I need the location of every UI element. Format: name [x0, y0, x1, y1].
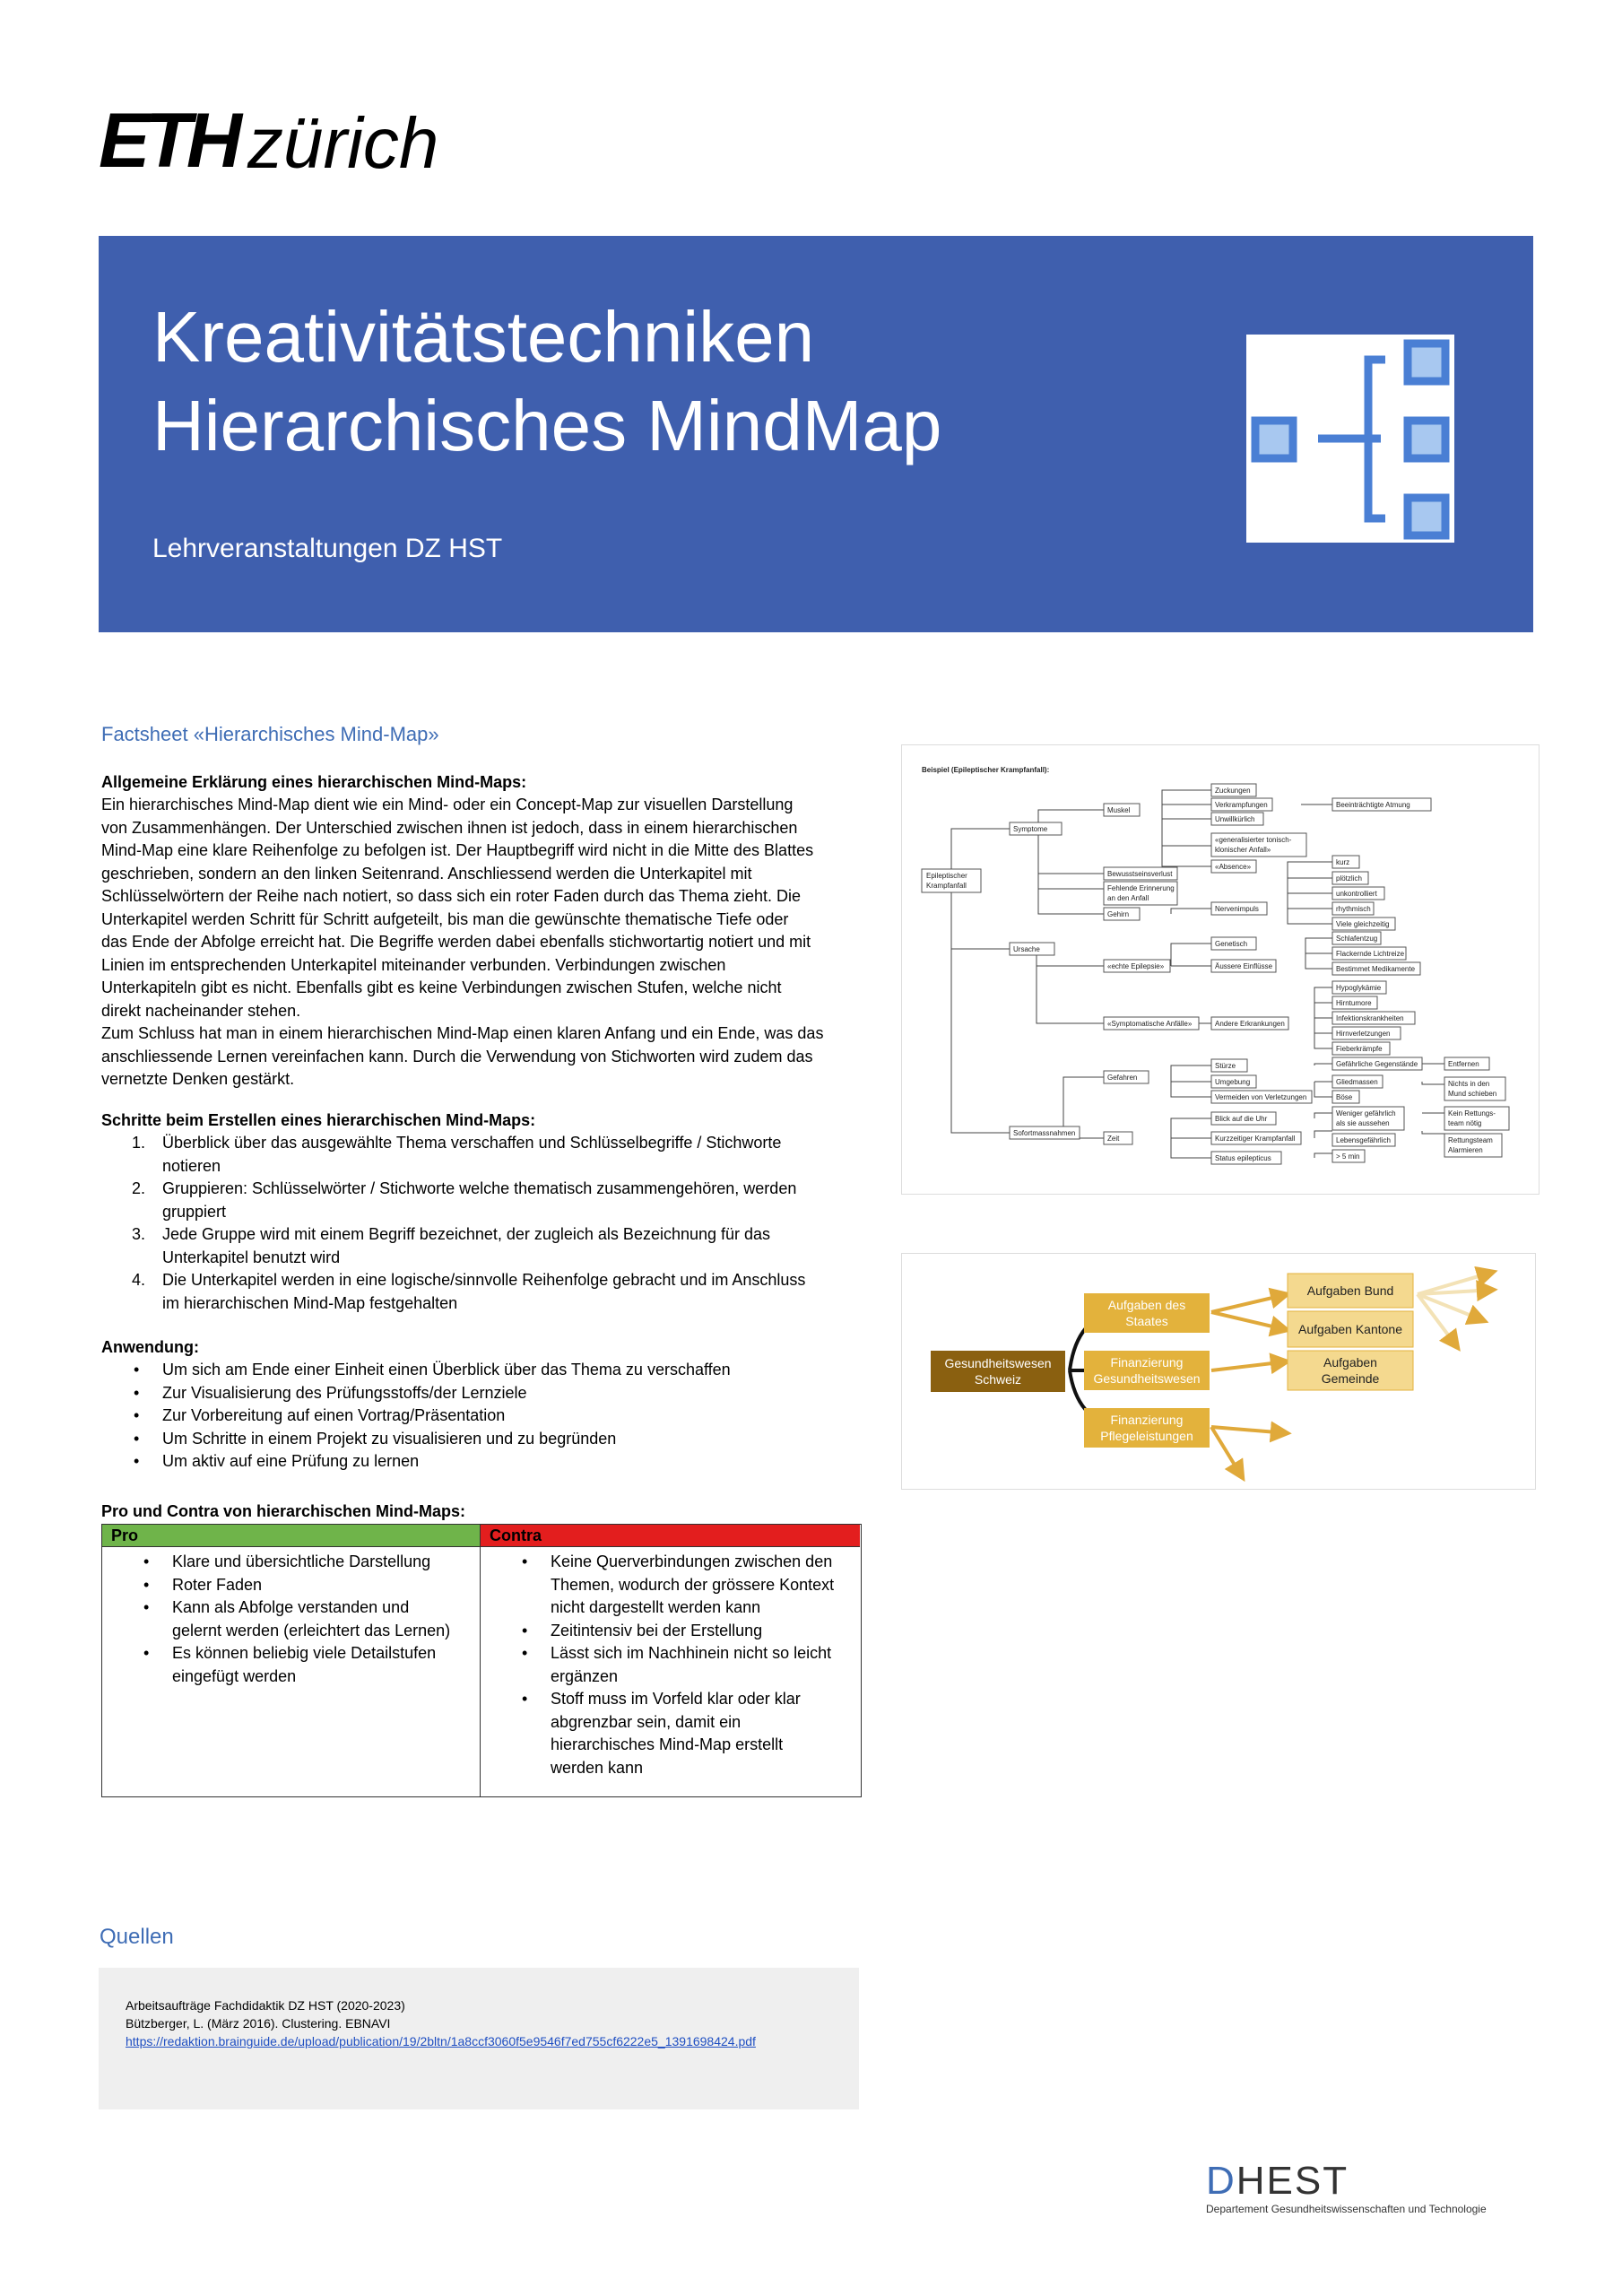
- list-item: • Zur Visualisierung des Prüfungsstoffs/der Lernziele: [101, 1382, 872, 1405]
- contra-item: [481, 1551, 860, 1620]
- contra-item: [481, 1642, 860, 1688]
- mm-node: als sie aussehen: [1336, 1119, 1390, 1127]
- mm-node: Hirnverletzungen: [1336, 1030, 1391, 1038]
- mm-node: rhythmisch: [1336, 905, 1371, 913]
- pro-item: [102, 1642, 480, 1688]
- dhest-logo-d: D: [1206, 2159, 1236, 2203]
- mm-node: Kein Rettungs-: [1448, 1109, 1496, 1118]
- text-line: Themen, wodurch der grössere Kontext: [551, 1575, 835, 1594]
- text-line: Ein hierarchisches Mind-Map dient wie ein Mind- oder ein Concept-Map zur visuellen Darstellung: [101, 796, 794, 813]
- mm-node: Hirntumore: [1336, 999, 1372, 1007]
- fig2-branch: Aufgaben des: [1107, 1298, 1186, 1312]
- mm-node: Zuckungen: [1215, 787, 1251, 795]
- mm-node: > 5 min: [1336, 1152, 1360, 1161]
- contra-column: [481, 1525, 860, 1796]
- fig2-leaf: Aufgaben Bund: [1306, 1283, 1394, 1298]
- contra-item: [481, 1620, 860, 1643]
- fig2-root: Schweiz: [974, 1372, 1022, 1387]
- health-system-figure: [901, 1253, 1536, 1490]
- text-line: Mind-Map eine klare Reihenfolge zu befolgen ist. Der Hauptbegriff wird nicht in die Mitte des Blattes: [101, 841, 814, 859]
- pro-item: [102, 1574, 480, 1597]
- department-name: Departement Gesundheitswissenschaften und Technologie: [1206, 2203, 1487, 2215]
- text-line: Unterkapitel benutzt wird: [162, 1248, 341, 1266]
- pro-item: [102, 1596, 480, 1642]
- mm-node: Fieberkrämpfe: [1336, 1045, 1383, 1053]
- text-line: • Es können beliebig viele Detailstufen: [172, 1644, 437, 1662]
- mm-node: Nervenimpuls: [1215, 905, 1259, 913]
- text-line: • Zeitintensiv bei der Erstellung: [551, 1621, 763, 1639]
- step-number: 2.: [132, 1179, 146, 1197]
- source-link[interactable]: https://redaktion.brainguide.de/upload/publication/19/2bltn/1a8ccf3060f5e9546f7ed755cf6222e5_1391698424.pdf: [126, 2034, 756, 2048]
- text-line: werden kann: [551, 1758, 644, 1777]
- text-line: Linien im entsprechenden Unterkapitel miteinander verbunden. Verbindungen zwischen: [101, 955, 726, 974]
- mm-node: Umgebung: [1215, 1078, 1251, 1086]
- mm-node: Rettungsteam: [1448, 1136, 1493, 1144]
- text-line: Überblick über das ausgewählte Thema verschaffen und Schlüsselbegriffe / Stichworte: [162, 1134, 782, 1152]
- text-line: gelernt werden (erleichtert das Lernen): [172, 1621, 451, 1639]
- text-line: Gruppieren: Schlüsselwörter / Stichworte welche thematisch zusammengehören, werden: [162, 1179, 797, 1197]
- text-line: geschrieben, sondern an den linken Seitenrand. Anschliessend werden die Unterkapitel mit: [101, 864, 752, 883]
- text-line: • Stoff muss im Vorfeld klar oder klar: [551, 1690, 801, 1708]
- mm-node: Fehlende Erinnerung: [1107, 884, 1175, 892]
- dhest-logo-rest: HEST: [1236, 2159, 1349, 2203]
- text-line: Die Unterkapitel werden in eine logische/sinnvolle Reihenfolge gebracht und im Anschluss: [162, 1271, 806, 1289]
- list-item: • Um sich am Ende einer Einheit einen Überblick über das Thema zu verschaffen: [101, 1359, 872, 1382]
- text-line: Zum Schluss hat man in einem hierarchischen Mind-Map einen klaren Anfang und ein Ende, was das: [101, 1024, 824, 1042]
- mm-node: Mund schieben: [1448, 1090, 1497, 1098]
- mm-node: Lebensgefährlich: [1336, 1136, 1391, 1144]
- text-line: eingefügt werden: [172, 1666, 297, 1685]
- banner-subtitle: Lehrveranstaltungen DZ HST: [152, 534, 503, 563]
- fig2-branch: Staates: [1125, 1314, 1168, 1328]
- fig2-root: Gesundheitswesen: [944, 1356, 1052, 1370]
- sources-heading: Quellen: [100, 1925, 174, 1949]
- mm-node: Äussere Einflüsse: [1215, 962, 1273, 970]
- mm-node: Sofortmassnahmen: [1013, 1129, 1076, 1137]
- text-line: das Ende der Abfolge erreicht hat. Die Begriffe werden dabei ebenfalls stichwortartig notiert und mit: [101, 933, 811, 951]
- text-line: • Keine Querverbindungen zwischen den: [551, 1552, 833, 1570]
- mm-node: team nötig: [1448, 1119, 1482, 1127]
- mm-node: Gehirn: [1107, 910, 1130, 918]
- fig2-branch: Gesundheitswesen: [1093, 1371, 1201, 1386]
- section-heading-explanation: Allgemeine Erklärung eines hierarchischen Mind-Maps:: [101, 773, 527, 791]
- text-line: • Roter Faden: [172, 1575, 263, 1594]
- mm-node: Stürze: [1215, 1062, 1236, 1070]
- mm-node: kurz: [1336, 858, 1350, 866]
- fig2-branch: Finanzierung: [1110, 1355, 1184, 1370]
- mm-node: Status epilepticus: [1215, 1154, 1271, 1162]
- banner-title-line2: Hierarchisches MindMap: [152, 386, 942, 465]
- mm-node: Zeit: [1107, 1135, 1120, 1143]
- mm-node: Andere Erkrankungen: [1215, 1020, 1285, 1028]
- usage-list: [101, 1359, 872, 1474]
- text-line: • Klare und übersichtliche Darstellung: [172, 1552, 431, 1570]
- mm-node: Kurzzeitiger Krampfanfall: [1215, 1135, 1296, 1143]
- pro-item: [102, 1551, 480, 1574]
- section-heading-pro-contra: Pro und Contra von hierarchischen Mind-Maps:: [101, 1502, 466, 1520]
- section-heading-usage: Anwendung:: [101, 1338, 199, 1356]
- text-line: im hierarchischen Mind-Map festgehalten: [162, 1293, 458, 1312]
- mm-node: Alarmieren: [1448, 1146, 1483, 1154]
- text-line: direkt nacheinander stehen.: [101, 1001, 301, 1020]
- logo-eth-text: ETH: [99, 98, 237, 184]
- section-heading-steps: Schritte beim Erstellen eines hierarchischen Mind-Maps:: [101, 1111, 536, 1129]
- text-line: • Kann als Abfolge verstanden und: [172, 1598, 410, 1616]
- mindmap-example-figure: [901, 744, 1540, 1195]
- pro-contra-table: [101, 1524, 862, 1797]
- fig2-leaf: Aufgaben: [1323, 1355, 1377, 1370]
- text-line: Jede Gruppe wird mit einem Begriff bezeichnet, der zugleich als Bezeichnung für das: [162, 1225, 771, 1243]
- list-item: [101, 1223, 872, 1269]
- pro-column: [102, 1525, 481, 1796]
- text-line: abgrenzbar sein, damit ein: [551, 1712, 742, 1731]
- text-line: gruppiert: [162, 1202, 227, 1221]
- mm-node: Unwillkürlich: [1215, 815, 1255, 823]
- list-item: [101, 1178, 872, 1223]
- source-line: Bützberger, L. (März 2016). Clustering. EBNAVI: [126, 2016, 391, 2031]
- step-number: 1.: [132, 1134, 146, 1152]
- contra-item: [481, 1688, 860, 1779]
- list-item: [101, 1132, 872, 1178]
- eth-logo: [99, 98, 439, 184]
- text-line: ergänzen: [551, 1666, 619, 1685]
- mm-node: «generalisierter tonisch-: [1215, 836, 1292, 844]
- fig2-branch: Pflegeleistungen: [1100, 1429, 1193, 1443]
- mm-node: Hypoglykämie: [1336, 984, 1382, 992]
- mm-node: Genetisch: [1215, 940, 1248, 948]
- text-line: vernetzte Denken gestärkt.: [101, 1070, 295, 1088]
- mm-node: Gefahren: [1107, 1074, 1138, 1082]
- hierarchy-icon: [1246, 335, 1454, 543]
- mm-node: Bewusstseinsverlust: [1107, 870, 1173, 878]
- mm-node: Epileptischer: [926, 872, 967, 880]
- mm-node: Gliedmassen: [1336, 1078, 1378, 1086]
- text-line: Unterkapiteln gibt es nicht. Ebenfalls gibt es keine Verbindungen zwischen Stufen, welche nicht: [101, 978, 782, 996]
- mm-node: Nichts in den: [1448, 1080, 1490, 1088]
- mm-node: Verkrampfungen: [1215, 801, 1268, 809]
- mm-node: Gefährliche Gegenstände: [1336, 1060, 1418, 1068]
- mm-node: Symptome: [1013, 825, 1048, 833]
- source-line: Arbeitsaufträge Fachdidaktik DZ HST (2020-2023): [126, 1998, 405, 2013]
- text-line: hierarchisches Mind-Map erstellt: [551, 1735, 784, 1753]
- banner-title-line1: Kreativitätstechniken: [152, 297, 815, 377]
- mm-node: klonischer Anfall»: [1215, 846, 1271, 854]
- step-number: 3.: [132, 1225, 146, 1243]
- text-line: Unterkapitel werden Schritt für Schritt aufgeteilt, bis man die gewünschte thematische Tiefe oder: [101, 909, 789, 928]
- sources-box: [99, 1968, 859, 2109]
- mm-node: Blick auf die Uhr: [1215, 1115, 1268, 1123]
- list-item: • Zur Vorbereitung auf einen Vortrag/Präsentation: [101, 1405, 872, 1428]
- contra-header: Contra: [481, 1525, 860, 1547]
- mm-node: Böse: [1336, 1093, 1353, 1101]
- dhest-logo: [1206, 2161, 1538, 2215]
- title-banner: [99, 236, 1533, 632]
- mm-node: Krampfanfall: [926, 882, 967, 890]
- mm-node: Schlafentzug: [1336, 935, 1378, 943]
- text-line: notieren: [162, 1156, 221, 1175]
- step-number: 4.: [132, 1271, 146, 1289]
- mm-node: Infektionskrankheiten: [1336, 1014, 1404, 1022]
- mm-node: plötzlich: [1336, 874, 1362, 883]
- mm-node: an den Anfall: [1107, 894, 1149, 902]
- steps-list: [101, 1132, 872, 1315]
- mm-node: Bestimmet Medikamente: [1336, 965, 1416, 973]
- mm-node: Flackernde Lichtreize: [1336, 950, 1405, 958]
- text-line: anschliessende Lernen vereinfachen kann. Durch die Verwendung von Stichworten wird zudem das: [101, 1047, 813, 1065]
- text-line: Schlüsselwörtern der Reihe nach notiert, so dass sich ein roter Faden durch das Thema zieht. Die: [101, 887, 802, 905]
- fig2-leaf: Aufgaben Kantone: [1298, 1322, 1402, 1336]
- fig2-leaf: Gemeinde: [1321, 1371, 1380, 1386]
- list-item: • Um aktiv auf eine Prüfung zu lernen: [101, 1450, 872, 1474]
- mm-node: Weniger gefährlich: [1336, 1109, 1396, 1118]
- mm-node: Vermeiden von Verletzungen: [1215, 1093, 1307, 1101]
- text-line: nicht dargestellt werden kann: [551, 1598, 761, 1616]
- text-line: • Lässt sich im Nachhinein nicht so leicht: [551, 1644, 832, 1662]
- explanation-paragraph: [101, 794, 872, 1091]
- mm-node: «echte Epilepsie»: [1107, 962, 1165, 970]
- factsheet-title: Factsheet «Hierarchisches Mind-Map»: [101, 723, 439, 745]
- figure-title: Beispiel (Epileptischer Krampfanfall):: [922, 766, 1050, 774]
- mm-node: Viele gleichzeitig: [1336, 920, 1390, 928]
- mm-node: «Absence»: [1215, 863, 1252, 871]
- list-item: [101, 1269, 872, 1315]
- mm-node: «Symptomatische Anfälle»: [1107, 1020, 1193, 1028]
- mm-node: unkontrolliert: [1336, 890, 1377, 898]
- mm-node: Muskel: [1107, 806, 1131, 814]
- text-line: von Zusammenhängen. Der Unterschied zwischen ihnen ist jedoch, dass in einem hierarchischen: [101, 818, 798, 837]
- mm-node: Entfernen: [1448, 1060, 1479, 1068]
- pro-header: Pro: [102, 1525, 480, 1547]
- list-item: • Um Schritte in einem Projekt zu visualisieren und zu begründen: [101, 1428, 872, 1451]
- mm-node: Ursache: [1013, 945, 1040, 953]
- mm-node: Beeinträchtigte Atmung: [1336, 801, 1410, 809]
- fig2-branch: Finanzierung: [1110, 1413, 1184, 1427]
- logo-zurich-text: zürich: [247, 103, 439, 183]
